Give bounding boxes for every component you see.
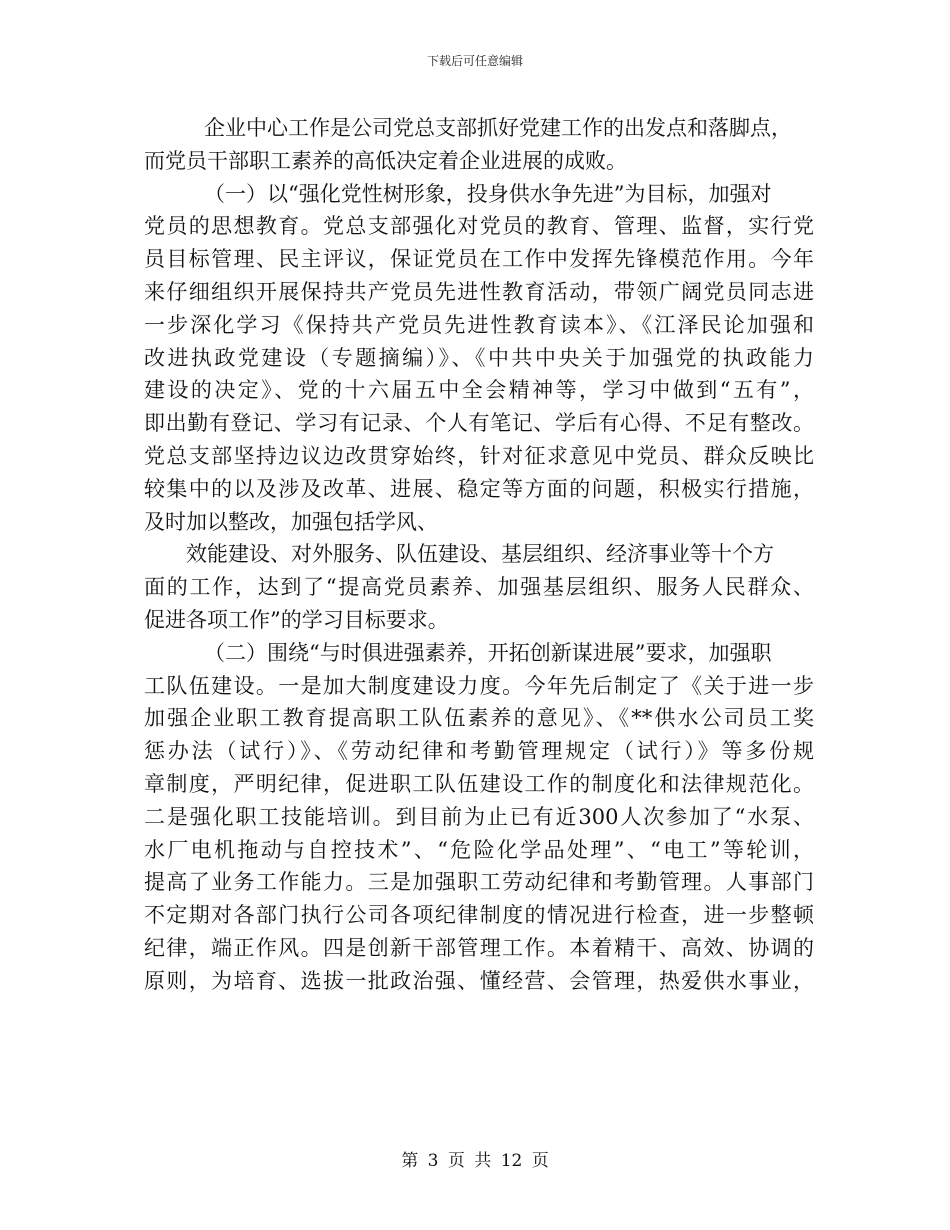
text-line: 水厂电机拖动与自控技术”、“危险化学品处理”、“电工”等轮训， [144,837,814,862]
text-line: 章制度，严明纪律，促进职工队伍建设工作的制度化和法律规范化。 [144,771,814,796]
text-line: 而党员干部职工素养的高低决定着企业进展的成败。 [144,148,627,173]
text-line: 二是强化职工技能培训。到目前为止已有近300人次参加了“水泵、 [144,804,814,829]
text-line: 加强企业职工教育提高职工队伍素养的意见》、《**供水公司员工奖 [144,706,814,731]
text-line: 员目标管理、民主评议，保证党员在工作中发挥先锋模范作用。今年 [144,247,814,272]
text-line: 效能建设、对外服务、队伍建设、基层组织、经济事业等十个方 [186,542,774,567]
text-line: （二）围绕“与时俱进强素养，开拓创新谋进展”要求，加强职 [204,640,772,665]
page-footer: 第 3 页 共 12 页 [401,1151,549,1171]
text-line: 不定期对各部门执行公司各项纪律制度的情况进行检查，进一步整顿 [144,903,814,928]
text-line: 建设的决定》、党的十六届五中全会精神等，学习中做到“五有”， [144,378,814,403]
page-header: 下载后可任意编辑 [426,54,523,68]
text-line: 党员的思想教育。党总支部强化对党员的教育、管理、监督，实行党 [144,214,814,239]
text-line: 即出勤有登记、学习有记录、个人有笔记、学后有心得、不足有整改。 [144,411,814,436]
text-line: 改进执政党建设（专题摘编）》、《中共中央关于加强党的执政能力 [144,345,814,370]
text-line: 面的工作，达到了“提高党员素养、加强基层组织、服务人民群众、 [144,575,814,600]
body-text [144,112,814,998]
text-line: 企业中心工作是公司党总支部抓好党建工作的出发点和落脚点， [204,116,792,140]
text-line: 惩办法（试行）》、《劳动纪律和考勤管理规定（试行）》等多份规 [144,739,814,764]
text-line: 来仔细组织开展保持共产党员先进性教育活动，带领广阔党员同志进 [144,279,814,304]
text-line: 工队伍建设。一是加大制度建设力度。今年先后制定了《关于进一步 [144,673,814,698]
text-line: （一）以“强化党性树形象，投身供水争先进”为目标，加强对 [204,181,772,206]
text-line: 一步深化学习《保持共产党员先进性教育读本》、《江泽民论加强和 [144,312,814,337]
text-line: 及时加以整改，加强包括学风、 [144,509,438,534]
text-line: 较集中的以及涉及改革、进展、稳定等方面的问题，积极实行措施， [144,476,814,501]
text-line: 原则，为培育、选拔一批政治强、懂经营、会管理，热爱供水事业， [144,968,814,993]
text-line: 纪律，端正作风。四是创新干部管理工作。本着精干、高效、协调的 [144,935,814,960]
text-line: 提高了业务工作能力。三是加强职工劳动纪律和考勤管理。人事部门 [144,870,814,895]
text-line: 促进各项工作”的学习目标要求。 [144,607,449,632]
text-line: 党总支部坚持边议边改贯穿始终，针对征求意见中党员、群众反映比 [144,443,814,468]
